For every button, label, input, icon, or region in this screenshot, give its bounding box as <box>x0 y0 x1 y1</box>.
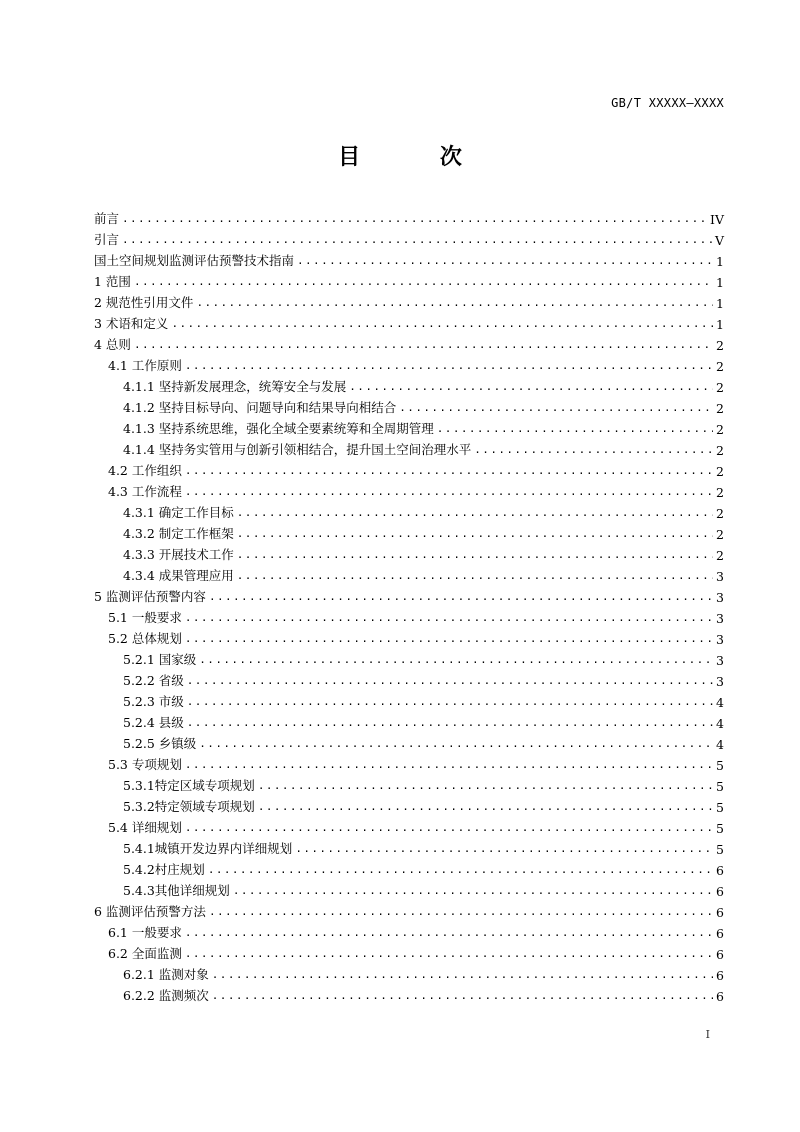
toc-leader-dots <box>185 631 713 647</box>
toc-leader-dots <box>187 694 713 710</box>
toc-entry-page: 3 <box>716 674 724 689</box>
toc-entry[interactable] <box>94 227 724 248</box>
toc-entry[interactable] <box>94 899 724 920</box>
toc-leader-dots <box>212 967 713 983</box>
toc-entry-label: 4.3.4 成果管理应用 <box>123 568 234 583</box>
toc-entry-label: 5.2.5 乡镇级 <box>123 736 197 751</box>
toc-entry[interactable] <box>94 416 724 437</box>
toc-leader-dots <box>185 484 713 500</box>
toc-entry[interactable] <box>94 584 724 605</box>
toc-leader-dots <box>237 547 713 563</box>
toc-entry[interactable] <box>94 752 724 773</box>
toc-entry-label: 2 规范性引用文件 <box>94 295 194 310</box>
toc-entry-label: 5.4.2村庄规划 <box>123 862 205 877</box>
toc-entry[interactable] <box>94 479 724 500</box>
toc-entry-label: 6 监测评估预警方法 <box>94 904 206 919</box>
toc-entry-label: 1 范围 <box>94 274 131 289</box>
toc-leader-dots <box>185 820 713 836</box>
toc-entry-page: 5 <box>716 800 724 815</box>
toc-leader-dots <box>185 757 713 773</box>
toc-leader-dots <box>258 799 713 815</box>
toc-entry-page: 2 <box>716 338 724 353</box>
toc-entry-page: 3 <box>716 632 724 647</box>
toc-leader-dots <box>185 358 713 374</box>
toc-entry-label: 6.2.2 监测频次 <box>123 988 209 1003</box>
toc-entry-label: 4.3.2 制定工作框架 <box>123 526 234 541</box>
toc-entry-label: 5.4.1城镇开发边界内详细规划 <box>123 841 293 856</box>
toc-entry-page: 2 <box>716 443 724 458</box>
toc-leader-dots <box>233 883 713 899</box>
toc-leader-dots <box>122 232 712 248</box>
toc-leader-dots <box>349 379 713 395</box>
toc-entry-label: 5.1 一般要求 <box>108 610 182 625</box>
toc-entry[interactable] <box>94 647 724 668</box>
toc-entry-label: 5.3 专项规划 <box>108 757 182 772</box>
toc-entry[interactable] <box>94 773 724 794</box>
toc-entry-page: 6 <box>716 905 724 920</box>
toc-entry-label: 国土空间规划监测评估预警技术指南 <box>94 253 295 268</box>
toc-entry-page: 6 <box>716 926 724 941</box>
toc-entry-page: 4 <box>716 716 724 731</box>
toc-entry[interactable] <box>94 815 724 836</box>
toc-leader-dots <box>237 505 713 521</box>
toc-entry[interactable] <box>94 563 724 584</box>
standard-code: GB/T XXXXX—XXXX <box>611 96 724 110</box>
toc-leader-dots <box>209 904 713 920</box>
toc-entry-page: 2 <box>716 506 724 521</box>
toc-entry[interactable] <box>94 206 724 227</box>
toc-entry[interactable] <box>94 962 724 983</box>
toc-entry[interactable] <box>94 521 724 542</box>
toc-entry[interactable] <box>94 542 724 563</box>
toc-entry-page: 6 <box>716 863 724 878</box>
toc-leader-dots <box>185 463 713 479</box>
toc-leader-dots <box>171 316 713 332</box>
toc-entry-label: 5.2.1 国家级 <box>123 652 197 667</box>
toc-entry-page: 2 <box>716 359 724 374</box>
page-number: I <box>705 1028 710 1041</box>
toc-entry[interactable] <box>94 290 724 311</box>
page-title: 目 次 <box>338 145 498 170</box>
toc-entry-page: 6 <box>716 968 724 983</box>
toc-entry-page: 2 <box>716 485 724 500</box>
toc-entry-label: 6.1 一般要求 <box>108 925 182 940</box>
table-of-contents <box>94 206 724 1004</box>
toc-leader-dots <box>185 925 713 941</box>
toc-entry-label: 5.4 详细规划 <box>108 820 182 835</box>
toc-entry[interactable] <box>94 794 724 815</box>
toc-entry[interactable] <box>94 731 724 752</box>
toc-leader-dots <box>122 211 707 227</box>
toc-entry-page: 4 <box>716 737 724 752</box>
toc-entry-page: 6 <box>716 884 724 899</box>
toc-entry[interactable] <box>94 605 724 626</box>
toc-leader-dots <box>187 673 713 689</box>
toc-entry[interactable] <box>94 626 724 647</box>
toc-entry[interactable] <box>94 269 724 290</box>
toc-entry-page: 3 <box>716 590 724 605</box>
toc-leader-dots <box>199 736 713 752</box>
toc-entry-label: 4.2 工作组织 <box>108 463 182 478</box>
toc-entry[interactable] <box>94 920 724 941</box>
toc-entry-label: 6.2 全面监测 <box>108 946 182 961</box>
toc-entry-page: 5 <box>716 821 724 836</box>
toc-entry-page: 1 <box>716 254 724 269</box>
toc-leader-dots <box>437 421 713 437</box>
toc-leader-dots <box>208 862 713 878</box>
toc-entry-page: 4 <box>716 695 724 710</box>
toc-leader-dots <box>196 295 713 311</box>
toc-entry-label: 4.1.1 坚持新发展理念，统筹安全与发展 <box>123 379 347 394</box>
toc-entry-page: 3 <box>716 569 724 584</box>
toc-entry[interactable] <box>94 668 724 689</box>
toc-entry-label: 6.2.1 监测对象 <box>123 967 209 982</box>
toc-entry-page: 3 <box>716 611 724 626</box>
toc-entry-label: 5.4.3其他详细规划 <box>123 883 230 898</box>
toc-entry[interactable] <box>94 983 724 1004</box>
toc-leader-dots <box>185 610 713 626</box>
toc-leader-dots <box>134 274 713 290</box>
toc-entry-page: 1 <box>716 275 724 290</box>
toc-leader-dots <box>199 652 713 668</box>
toc-entry-label: 4.1.3 坚持系统思维，强化全域全要素统筹和全周期管理 <box>123 421 434 436</box>
toc-entry[interactable] <box>94 353 724 374</box>
toc-entry-page: IV <box>710 212 724 227</box>
toc-entry[interactable] <box>94 857 724 878</box>
toc-entry-page: 1 <box>716 296 724 311</box>
toc-entry[interactable] <box>94 689 724 710</box>
toc-entry-label: 5.2 总体规划 <box>108 631 182 646</box>
toc-entry-label: 4.3 工作流程 <box>108 484 182 499</box>
toc-entry-page: 6 <box>716 947 724 962</box>
toc-entry-label: 4.3.1 确定工作目标 <box>123 505 234 520</box>
toc-entry[interactable] <box>94 248 724 269</box>
toc-entry-page: 2 <box>716 401 724 416</box>
toc-entry-page: 1 <box>716 317 724 332</box>
toc-entry-label: 3 术语和定义 <box>94 316 169 331</box>
toc-entry[interactable] <box>94 878 724 899</box>
toc-entry-page: 2 <box>716 380 724 395</box>
toc-entry-label: 5.3.2特定领域专项规划 <box>123 799 255 814</box>
toc-entry-label: 引言 <box>94 232 120 247</box>
toc-entry-page: 6 <box>716 989 724 1004</box>
toc-leader-dots <box>134 337 713 353</box>
toc-leader-dots <box>399 400 713 416</box>
toc-entry-page: 2 <box>716 422 724 437</box>
toc-entry-label: 4.3.3 开展技术工作 <box>123 547 234 562</box>
toc-leader-dots <box>237 526 713 542</box>
toc-entry-page: 2 <box>716 548 724 563</box>
toc-leader-dots <box>237 568 713 584</box>
toc-entry-page: 5 <box>716 779 724 794</box>
toc-entry-label: 5.3.1特定区域专项规划 <box>123 778 255 793</box>
toc-leader-dots <box>295 841 713 857</box>
toc-entry-label: 5.2.4 县级 <box>123 715 184 730</box>
toc-entry-label: 4 总则 <box>94 337 131 352</box>
toc-entry[interactable] <box>94 437 724 458</box>
toc-leader-dots <box>185 946 713 962</box>
toc-entry[interactable] <box>94 332 724 353</box>
toc-entry[interactable] <box>94 458 724 479</box>
toc-entry-label: 前言 <box>94 211 120 226</box>
toc-entry[interactable] <box>94 941 724 962</box>
toc-entry-page: 3 <box>716 653 724 668</box>
toc-entry-label: 4.1 工作原则 <box>108 358 182 373</box>
toc-entry-label: 4.1.2 坚持目标导向、问题导向和结果导向相结合 <box>123 400 397 415</box>
toc-leader-dots <box>187 715 713 731</box>
toc-leader-dots <box>212 988 713 1004</box>
toc-entry-page: 5 <box>716 842 724 857</box>
toc-entry[interactable] <box>94 395 724 416</box>
toc-entry-label: 4.1.4 坚持务实管用与创新引领相结合，提升国土空间治理水平 <box>123 442 472 457</box>
toc-entry[interactable] <box>94 311 724 332</box>
toc-entry-label: 5.2.3 市级 <box>123 694 184 709</box>
toc-entry-page: 2 <box>716 464 724 479</box>
toc-entry-page: V <box>714 233 724 248</box>
toc-leader-dots <box>297 253 713 269</box>
toc-entry[interactable] <box>94 374 724 395</box>
toc-entry-label: 5.2.2 省级 <box>123 673 184 688</box>
toc-leader-dots <box>474 442 713 458</box>
toc-entry[interactable] <box>94 710 724 731</box>
toc-entry-page: 5 <box>716 758 724 773</box>
toc-entry-page: 2 <box>716 527 724 542</box>
toc-entry[interactable] <box>94 500 724 521</box>
toc-leader-dots <box>258 778 713 794</box>
toc-entry[interactable] <box>94 836 724 857</box>
toc-leader-dots <box>209 589 713 605</box>
toc-entry-label: 5 监测评估预警内容 <box>94 589 206 604</box>
